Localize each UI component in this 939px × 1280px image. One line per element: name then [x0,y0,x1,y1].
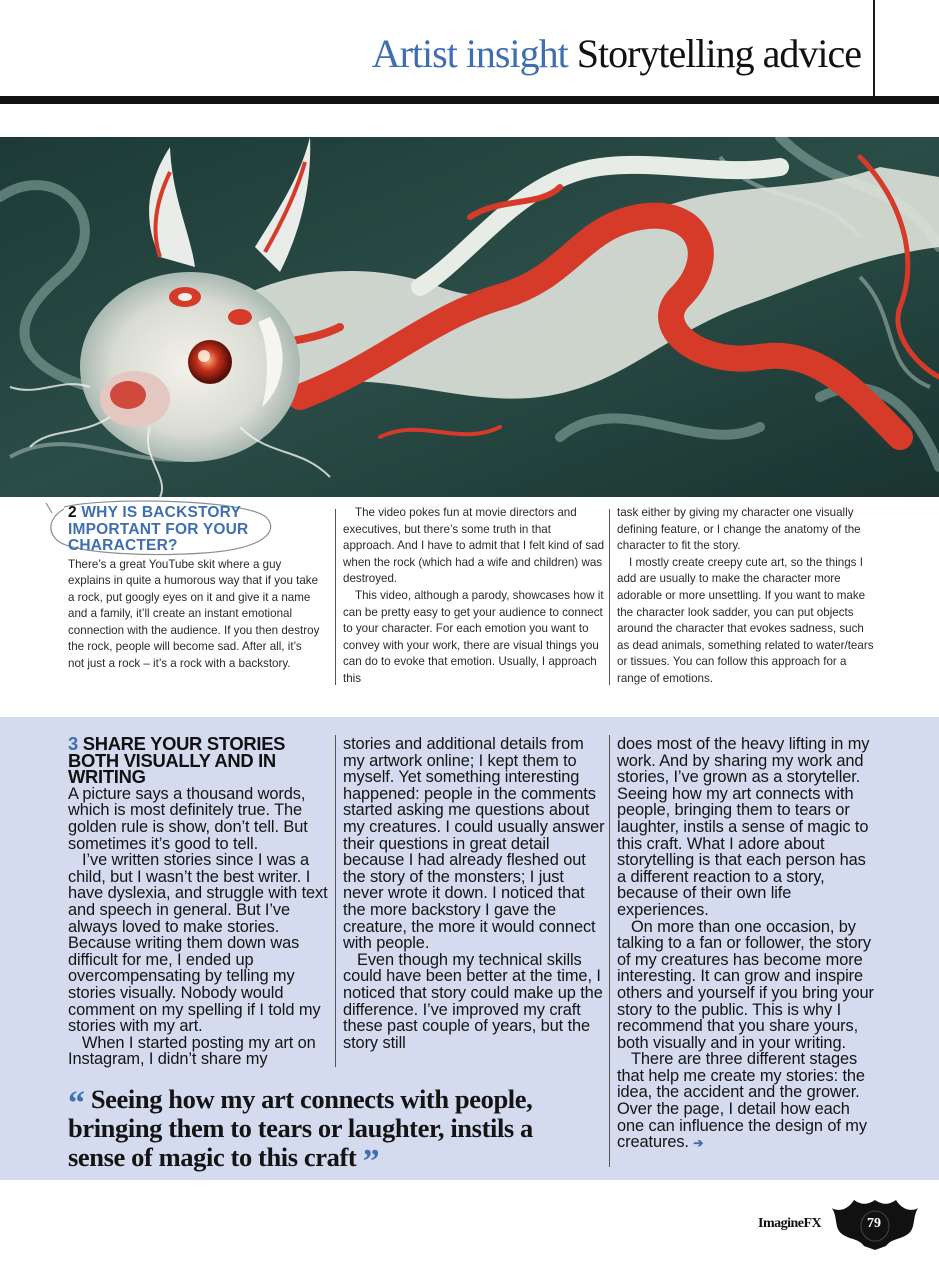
paragraph: The video pokes fun at movie directors and executives, but there’s some truth in that approach. And I have to admit that I felt kind of sad when the rock (which had a wife and children) was destroyed. [343,506,605,586]
paragraph: stories and additional details from my artwork online; I kept them to myself. Yet something interesting happened: people in the comments started asking me questions about my creatures. I could usually answer their questions in great detail because I had already fleshed out the story of the monsters; I just never wrote it down. I noticed that the more backstory I gave the creature, the more it would connect with people. [343,735,605,953]
section-3-heading-text: SHARE YOUR STORIES BOTH VISUALLY AND IN WRITING [68,733,286,788]
pull-quote-text: Seeing how my art connects with people, bringing them to tears or laughter, instils a sense of magic to this craft [68,1084,533,1172]
section-2 [0,497,939,717]
section-3-number: 3 [68,733,78,754]
header-divider [873,0,875,98]
illustration-artwork [0,137,939,497]
paragraph-text: There are three different stages that help me create my stories: the idea, the accident and the grower. Over the page, I detail how each one can influence the design of my creatures. [617,1050,867,1152]
paragraph: I mostly create creepy cute art, so the things I add are usually to make the character more adorable or more unsettling. If you want to make the character look sadder, you can put objects around the character that evokes sadness, such as dead animals, something related to water/tears or tissues. You can follow this approach for a range of emotions. [617,555,874,685]
section-2-column-1 [68,505,320,673]
paragraph [617,1051,879,1152]
paragraph: Even though my technical skills could have been better at the time, I noticed that story could make up the difference. I’ve improved my craft these past couple of years, but the story still [343,950,603,1052]
paragraph: When I started posting my art on Instagram, I didn’t share my [68,1033,316,1069]
page-number: 79 [867,1216,881,1231]
column-divider [335,509,336,685]
section-2-column-2 [343,505,605,688]
pull-quote [68,1084,588,1180]
section-2-heading [68,505,320,555]
end-of-article-arrow-icon: ➔ [693,1136,704,1151]
section-label: Artist insight [371,31,568,76]
section-3-column-3 [617,736,879,1152]
section-3-column-2 [343,736,605,1051]
paragraph: A picture says a thousand words, which is most definitely true. The golden rule is show, don’t tell. But sometimes it’s good to tell. [68,784,308,853]
column-divider [609,509,610,685]
page-header [0,0,939,104]
paragraph: This video, although a parody, showcases how it can be pretty easy to get your audience to connect to your character. For each emotion you want to convey with your work, there are visual things you can do to evoke that emotion. Usually, I approach this [343,588,604,685]
section-3-heading [68,733,328,788]
open-quote-icon: “ [68,1085,85,1122]
page-title [372,30,861,77]
article-title: Storytelling advice [576,31,861,76]
section-2-column-3 [617,505,879,688]
header-rule [0,96,939,104]
column-divider [609,735,610,1167]
paragraph: There’s a great YouTube skit where a guy explains in quite a humorous way that if you take a rock, put googly eyes on it and give it a name and a family, it’ll create an instant emotional connection with the audience. If you then destroy the rock, people will become sad. After all, it’s not just a rock – it’s a rock with a backstory. [68,557,320,671]
paragraph: task either by giving my character one visually defining feature, or I change the anatomy of the character to fit the story. [617,506,861,553]
paragraph: On more than one occasion, by talking to a fan or follower, the story of my creatures has become more interesting. It can grow and inspire others and yourself if you bring your story to the public. This is why I recommend that you share yours, both visually and in your writing. [617,917,874,1052]
magazine-name: ImagineFX [758,1216,822,1231]
close-quote-icon: ” [362,1142,380,1180]
column-divider [335,735,336,1067]
section-2-heading-text: WHY IS BACKSTORY IMPORTANT FOR YOUR CHARACTER? [68,504,249,554]
paragraph: does most of the heavy lifting in my work. And by sharing my work and stories, I’ve grown as a storyteller. Seeing how my art connects with people, bringing them to tears or laughter, instils a sense of magic to this craft. What I adore about storytelling is that each person has a different reaction to a story, because of their own life experiences. [617,735,870,919]
dragon-illustration [0,137,939,497]
section-2-number: 2 [68,504,77,521]
paragraph: I’ve written stories since I was a child, but I wasn’t the best writer. I have dyslexia, and struggle with text and speech in general. But I’ve always loved to make stories. Because writing them down was difficult for me, I ended up overcompensating by telling my stories visually. Nobody would comment on my spelling if I told my stories with my art. [68,851,328,1036]
section-3-column-1 [68,733,328,1069]
magazine-logo [758,1216,821,1232]
